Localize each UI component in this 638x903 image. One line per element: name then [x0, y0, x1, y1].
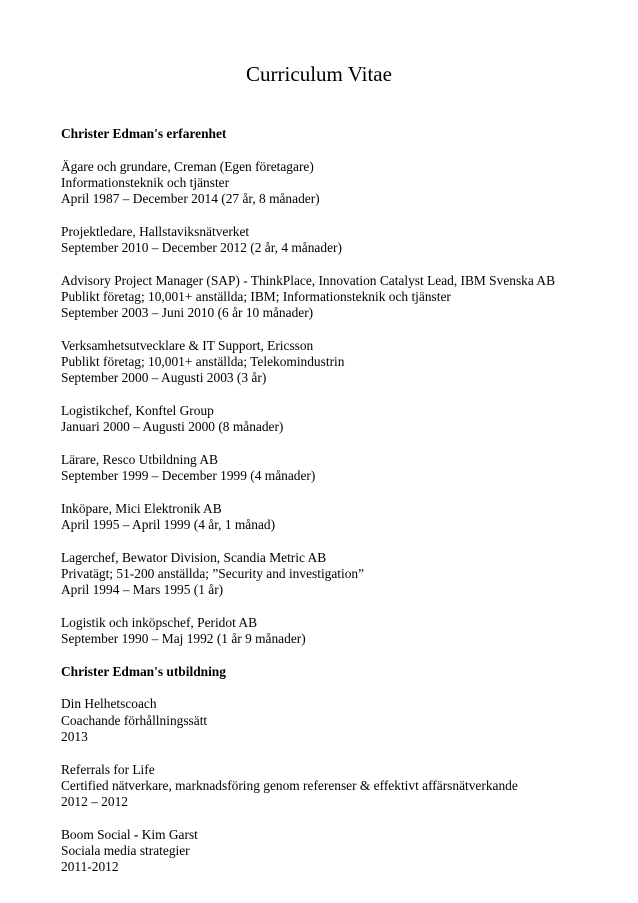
entry-line: 2012 – 2012 — [61, 794, 128, 810]
education-heading: Christer Edman's utbildning — [61, 663, 226, 679]
entry-line: Lärare, Resco Utbildning AB — [61, 451, 218, 467]
entry-line: Publikt företag; 10,001+ anställda; Telekomindustrin — [61, 354, 345, 370]
education-entry — [61, 762, 621, 811]
entry-line: Privatägt; 51-200 anställda; ”Security and investigation” — [61, 566, 365, 582]
entry-line: April 1994 – Mars 1995 (1 år) — [61, 582, 224, 598]
entry-line: September 1999 – December 1999 (4 månader) — [61, 468, 316, 484]
experience-entry — [61, 501, 621, 534]
entry-line: Logistikchef, Konftel Group — [61, 403, 214, 419]
entry-line: Informationsteknik och tjänster — [61, 174, 230, 190]
entry-line: Inköpare, Mici Elektronik AB — [61, 500, 222, 516]
entry-line: Sociala media strategier — [61, 843, 190, 859]
entry-line: Certified nätverkare, marknadsföring genom referenser & effektivt affärsnätverkande — [61, 777, 518, 793]
entry-line: Projektledare, Hallstaviksnätverket — [61, 223, 250, 239]
entry-line: Logistik och inköpschef, Peridot AB — [61, 614, 258, 630]
experience-entry — [61, 403, 621, 436]
entry-line: Verksamhetsutvecklare & IT Support, Ericsson — [61, 337, 314, 353]
entry-line: Din Helhetscoach — [61, 696, 157, 712]
entry-line: September 2010 – December 2012 (2 år, 4 månader) — [61, 240, 342, 256]
entry-line: Advisory Project Manager (SAP) - ThinkPlace, Innovation Catalyst Lead, IBM Svenska AB — [61, 272, 556, 288]
bold-dash: - — [133, 826, 139, 842]
entry-text: Boom Social — [61, 826, 134, 842]
entry-line: Januari 2000 – Augusti 2000 (8 månader) — [61, 419, 284, 435]
experience-entry — [61, 452, 621, 485]
education-entry — [61, 827, 621, 876]
experience-entry — [61, 338, 621, 387]
education-entry — [61, 696, 621, 745]
entry-line: Lagerchef, Bewator Division, Scandia Metric AB — [61, 549, 327, 565]
entry-line: September 2003 – Juni 2010 (6 år 10 månader) — [61, 305, 314, 321]
entry-line: April 1995 – April 1999 (4 år, 1 månad) — [61, 517, 276, 533]
entry-line: Ägare och grundare, Creman (Egen företagare) — [61, 158, 314, 174]
experience-entry — [61, 273, 621, 322]
cv-content — [61, 126, 621, 892]
entry-line: 2011-2012 — [61, 859, 119, 875]
entry-line: Coachande förhållningssätt — [61, 712, 208, 728]
experience-entry — [61, 615, 621, 648]
entry-line: 2013 — [61, 728, 88, 744]
experience-heading: Christer Edman's erfarenhet — [61, 126, 227, 141]
entry-line: September 2000 – Augusti 2003 (3 år) — [61, 370, 267, 386]
experience-entry — [61, 550, 621, 599]
entry-line: Publikt företag; 10,001+ anställda; IBM; Informationsteknik och tjänster — [61, 288, 451, 304]
experience-entry — [61, 224, 621, 257]
experience-entry — [61, 159, 621, 208]
entry-text: Kim Garst — [138, 826, 198, 842]
entry-line: Referrals for Life — [61, 761, 155, 777]
entry-line: September 1990 – Maj 1992 (1 år 9 månader) — [61, 631, 306, 647]
entry-line-mixed — [61, 827, 621, 843]
entry-line: April 1987 – December 2014 (27 år, 8 månader) — [61, 191, 320, 207]
document-title: Curriculum Vitae — [246, 62, 392, 86]
